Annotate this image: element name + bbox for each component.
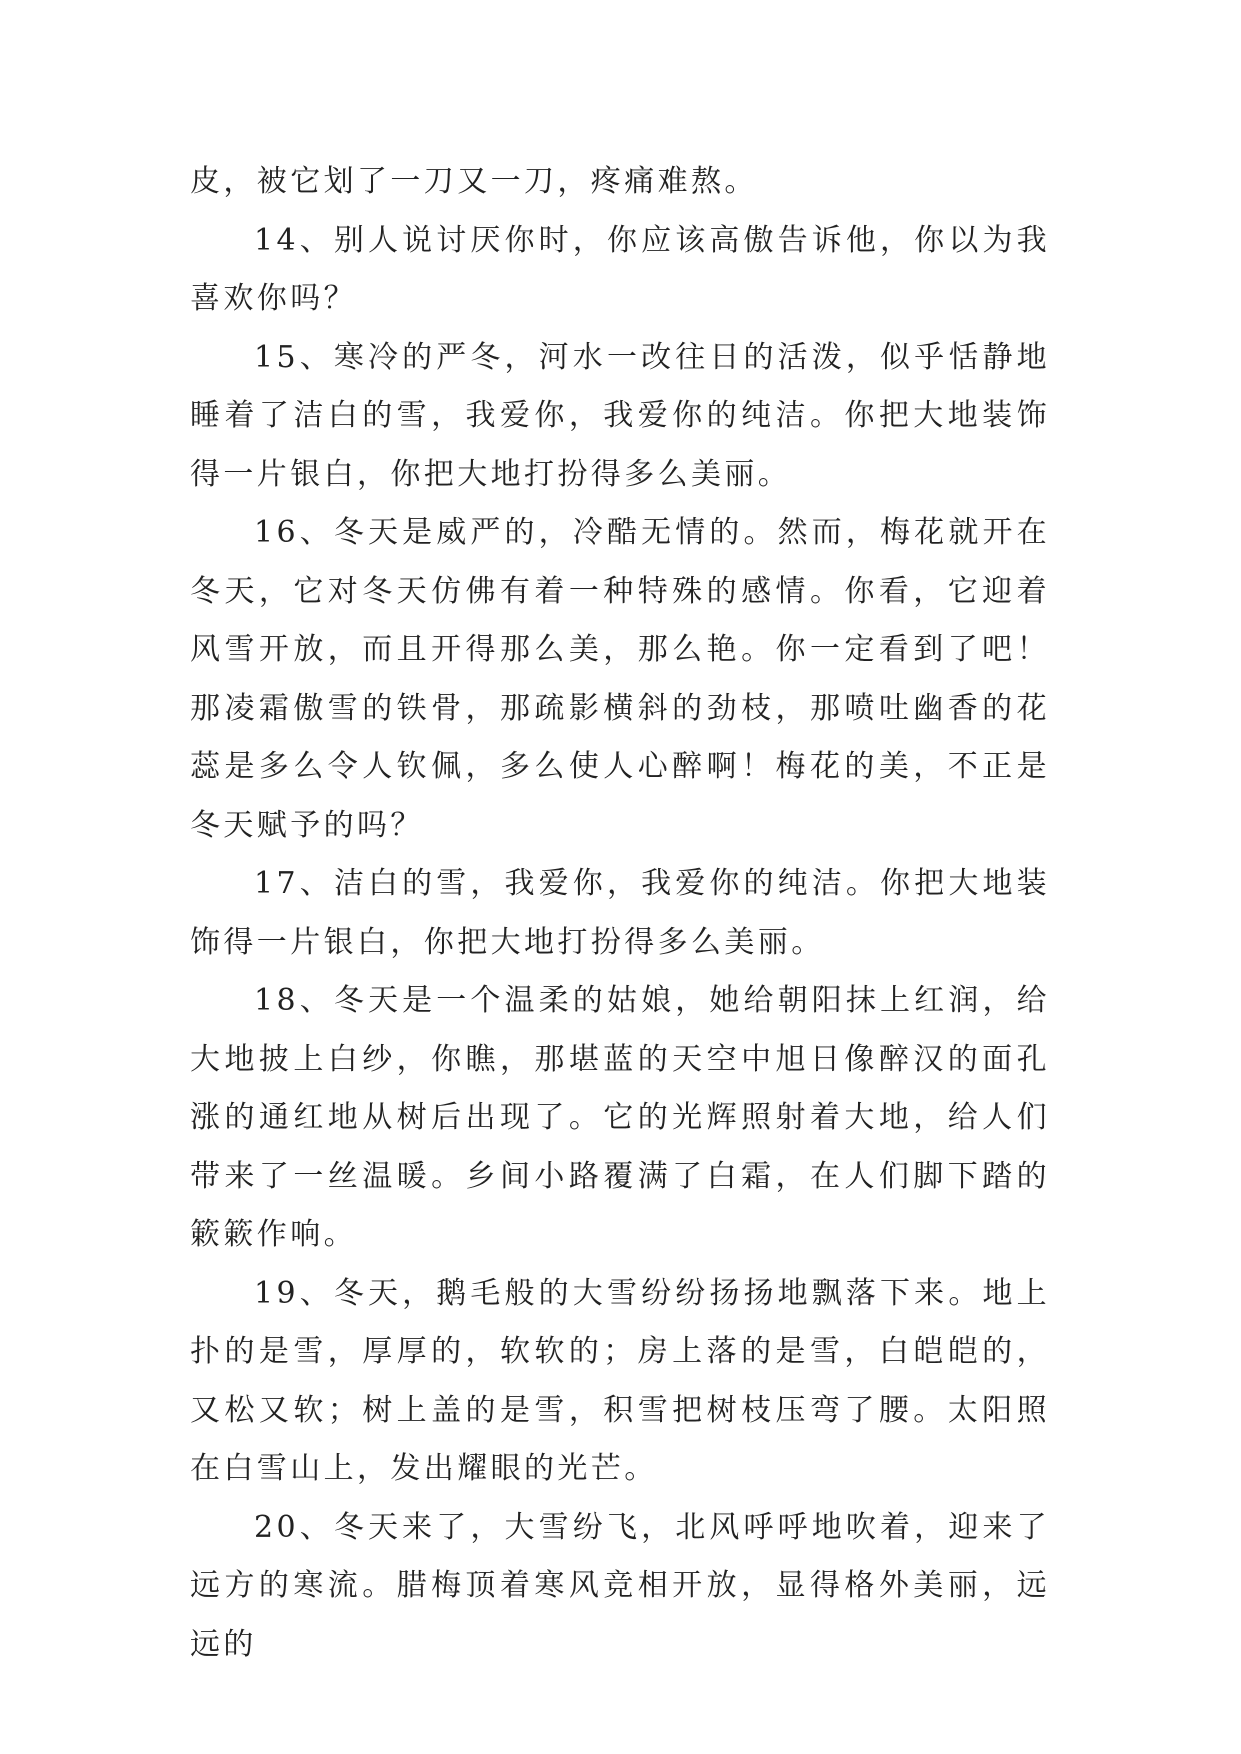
paragraph-item-16: 16、冬天是威严的，冷酷无情的。然而，梅花就开在冬天，它对冬天仿佛有着一种特殊的感情。你看，它迎着风雪开放，而且开得那么美，那么艳。你一定看到了吧！那凌霜傲雪的铁骨，那疏影横斜的劲枝，那喷吐幽香的花蕊是多么令人钦佩，多么使人心醉啊！梅花的美，不正是冬天赋予的吗？ (190, 515, 1050, 843)
paragraph-item-14: 14、别人说讨厌你时，你应该高傲告诉他，你以为我喜欢你吗？ (190, 222, 1050, 316)
paragraph-item-15: 15、寒冷的严冬，河水一改往日的活泼，似乎恬静地睡着了洁白的雪，我爱你，我爱你的纯洁。你把大地装饰得一片银白，你把大地打扮得多么美丽。 (190, 339, 1050, 492)
paragraph-item-19: 19、冬天，鹅毛般的大雪纷纷扬扬地飘落下来。地上扑的是雪，厚厚的，软软的；房上落的是雪，白皑皑的，又松又软；树上盖的是雪，积雪把树枝压弯了腰。太阳照在白雪山上，发出耀眼的光芒。 (190, 1275, 1050, 1486)
paragraph-item-18: 18、冬天是一个温柔的姑娘，她给朝阳抹上红润，给大地披上白纱，你瞧，那堪蓝的天空中旭日像醉汉的面孔涨的通红地从树后出现了。它的光辉照射着大地，给人们带来了一丝温暖。乡间小路覆满了白霜，在人们脚下踏的簌簌作响。 (190, 983, 1050, 1252)
paragraph-item-20: 20、冬天来了，大雪纷飞，北风呼呼地吹着，迎来了远方的寒流。腊梅顶着寒风竞相开放，显得格外美丽，远远的 (190, 1509, 1050, 1662)
paragraph-continuation: 皮，被它划了一刀又一刀，疼痛难熬。 (190, 164, 758, 199)
document-body (190, 153, 1050, 1674)
paragraph-item-17: 17、洁白的雪，我爱你，我爱你的纯洁。你把大地装饰得一片银白，你把大地打扮得多么美丽。 (190, 866, 1050, 960)
